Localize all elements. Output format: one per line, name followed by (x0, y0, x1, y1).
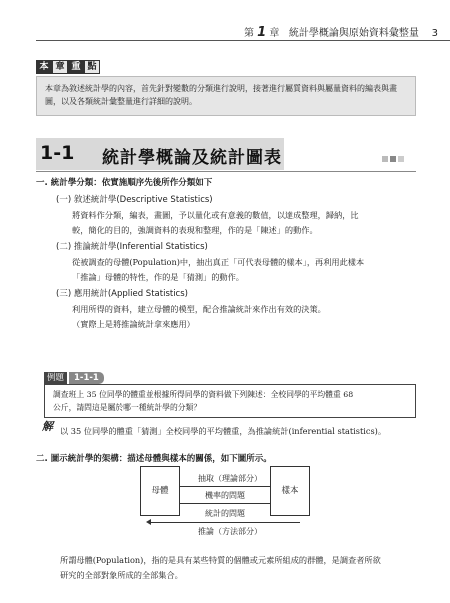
chapter-number: 1 (257, 25, 267, 40)
chapter-title: 統計學概論與原始資料彙整量 (288, 28, 419, 39)
item1-line: 將資料作分類，編表，畫圖，予以量化或有意義的數值，以達成整理，歸納，比 (72, 210, 359, 220)
item3-line: （實際上是將推論統計拿來應用） (72, 319, 195, 329)
chapter-suffix: 章 (269, 28, 280, 39)
badge-char: 章 (52, 60, 68, 74)
section-rule (36, 171, 416, 172)
example-box (44, 384, 416, 418)
item3-line: 利用所得的資料，建立母體的模型，配合推論統計來作出有效的決策。 (72, 304, 326, 314)
example-label: 例題 (44, 372, 67, 384)
badge-char: 點 (84, 60, 100, 74)
statistics-label: 統計的問題 (205, 509, 245, 518)
badge-char: 本 (36, 60, 52, 74)
arrow-left-icon (146, 519, 151, 525)
solution-icon: 解 (42, 420, 53, 433)
page-number: 3 (431, 28, 438, 39)
closing-line: 所謂母體(Population)，指的是具有某些特質的個體或元素所組成的群體，是調查者所欲 (60, 555, 381, 565)
badge-char: 重 (68, 60, 84, 74)
running-header (244, 24, 438, 40)
decorative-squares (382, 156, 404, 162)
part2-heading: 二. 圖示統計學的架構：描述母體與樣本的關係，如下圖所示。 (36, 454, 272, 464)
bottom-label: 推論（方法部分） (198, 527, 262, 536)
closing-line: 研究的全部對象所成的全部集合。 (60, 570, 183, 580)
example-tag (44, 372, 104, 384)
probability-label: 機率的問題 (205, 491, 245, 500)
section-number: 1-1 (40, 142, 75, 164)
bottom-arrow-line (150, 522, 300, 523)
top-label: 抽取（理論部分） (198, 474, 262, 483)
section-title: 統計學概論及統計圖表 (102, 148, 282, 168)
example-line: 調查班上 35 位同學的體重並根據所得同學的資料做下列陳述：全校同學的平均體重 68 (53, 390, 354, 399)
chapter-prefix: 第 (243, 28, 254, 39)
example-line: 公斤，請問這是屬於哪一種統計學的分類？ (53, 403, 202, 412)
population-box: 母體 (140, 466, 180, 516)
chapter-highlights-badge (36, 60, 100, 74)
item2-title: (二) 推論統計學(Inferential Statistics) (56, 242, 208, 252)
example-id: 1-1-1 (69, 372, 104, 384)
middle-line (180, 503, 270, 504)
header-rule (36, 40, 450, 41)
item1-line: 較，簡化的目的，強調資料的表現和整理，作的是「陳述」的動作。 (72, 225, 318, 235)
section-heading (36, 138, 416, 170)
item3-title: (三) 應用統計(Applied Statistics) (56, 289, 188, 299)
item1-title: (一) 敘述統計學(Descriptive Statistics) (56, 195, 213, 205)
intro-box: 本章為敘述統計學的內容，首先針對變數的分類進行說明，接著進行屬質資料與屬量資料的編表與畫圖，以及各類統計彙整量進行詳細的說明。 (36, 76, 416, 116)
page-header (0, 0, 450, 44)
item2-line: 「推論」母體的特性，作的是「猜測」的動作。 (72, 272, 244, 282)
item2-line: 從被調查的母體(Population)中，抽出真正「可代表母體的樣本」，再利用此樣本 (72, 257, 365, 267)
part1-heading: 一. 統計學分類：依實施順序先後所作分類如下 (36, 178, 213, 188)
sample-box: 樣本 (270, 466, 310, 516)
solution-text: 以 35 位同學的體重「猜測」全校同學的平均體重，為推論統計(inferential statistics)。 (60, 426, 387, 436)
